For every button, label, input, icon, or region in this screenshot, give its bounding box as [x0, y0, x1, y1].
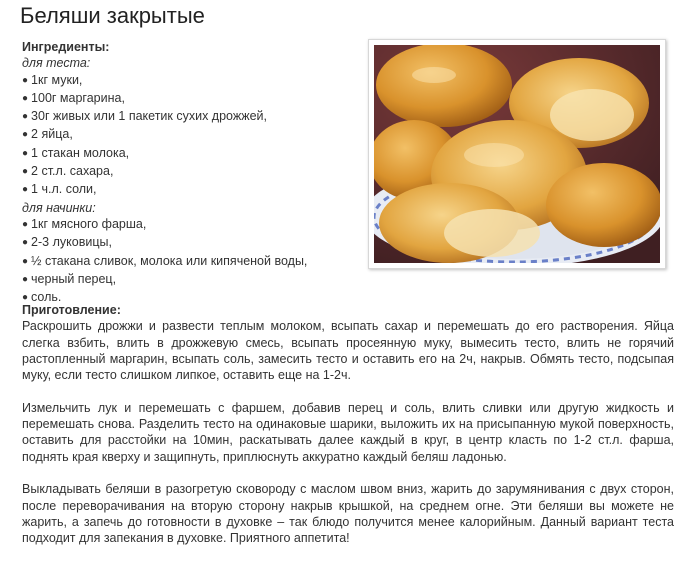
list-item: ● 30г живых или 1 пакетик сухих дрожжей,: [22, 108, 362, 126]
preparation-section: [22, 302, 674, 563]
dough-ingredient-list: [22, 72, 362, 200]
list-item: ● 2-3 луковицы,: [22, 234, 362, 252]
page-title: Беляши закрытые: [20, 3, 205, 28]
list-item: ● 1кг мясного фарша,: [22, 216, 362, 234]
filling-subheading: для начинки:: [22, 200, 96, 215]
list-item: ● 1кг муки,: [22, 72, 362, 90]
preparation-step: Выкладывать беляши в разогретую сковороду с маслом швом вниз, жарить до зарумянивания с двух сторон, после переворачивания на вторую сторону накрыв крышкой, на среднем огне. Эти беляши вы можете не жарить, а запечь до готовности в духовке – так блюдо получится менее калорийным. Данный вариант теста подходит для запекания в духовке. Приятного аппетита!: [22, 482, 674, 546]
list-item: ● 1 ч.л. соли,: [22, 181, 362, 199]
list-item: ● 2 ст.л. сахара,: [22, 163, 362, 181]
dough-subheading: для теста:: [22, 56, 91, 71]
list-item: ● 2 яйца,: [22, 126, 362, 144]
list-item: ● ½ стакана сливок, молока или кипяченой воды,: [22, 253, 362, 271]
list-item: ● 1 стакан молока,: [22, 145, 362, 163]
preparation-step: Измельчить лук и перемешать с фаршем, добавив перец и соль, влить сливки или другую жидкость и перемешать снова. Разделить тесто на одинаковые шарики, выложить их на присыпанную мукой поверхность, оставить для расстойки на 10мин, раскатывать далее каждый в круг, в центр класть по 1-2 ст.л. фарша, поднять края кверху и защипнуть, приплюснуть аккуратно каждый беляш ладонью.: [22, 400, 674, 464]
recipe-photo: [368, 39, 666, 269]
belyashi-image: [374, 45, 660, 263]
list-item: ● черный перец,: [22, 271, 362, 289]
preparation-heading: Приготовление:: [22, 303, 121, 317]
ingredients-section: [22, 39, 362, 307]
list-item: ● соль.: [22, 289, 362, 307]
filling-ingredient-list: [22, 216, 362, 307]
list-item: ● 100г маргарина,: [22, 90, 362, 108]
preparation-step: Раскрошить дрожжи и развести теплым молоком, всыпать сахар и перемешать до его растворения. Яйца слегка взбить, влить в дрожжевую смесь, всыпать просеянную муку, вымесить тесто, влить не горячий растопленный маргарин, всыпать соль, замесить тесто и оставить его на 2ч, накрыв. Обмять тесто, подсыпая муку, если тесто слишком липкое, оставить еще на 1-2ч.: [22, 319, 674, 383]
ingredients-heading: Ингредиенты:: [22, 40, 110, 54]
